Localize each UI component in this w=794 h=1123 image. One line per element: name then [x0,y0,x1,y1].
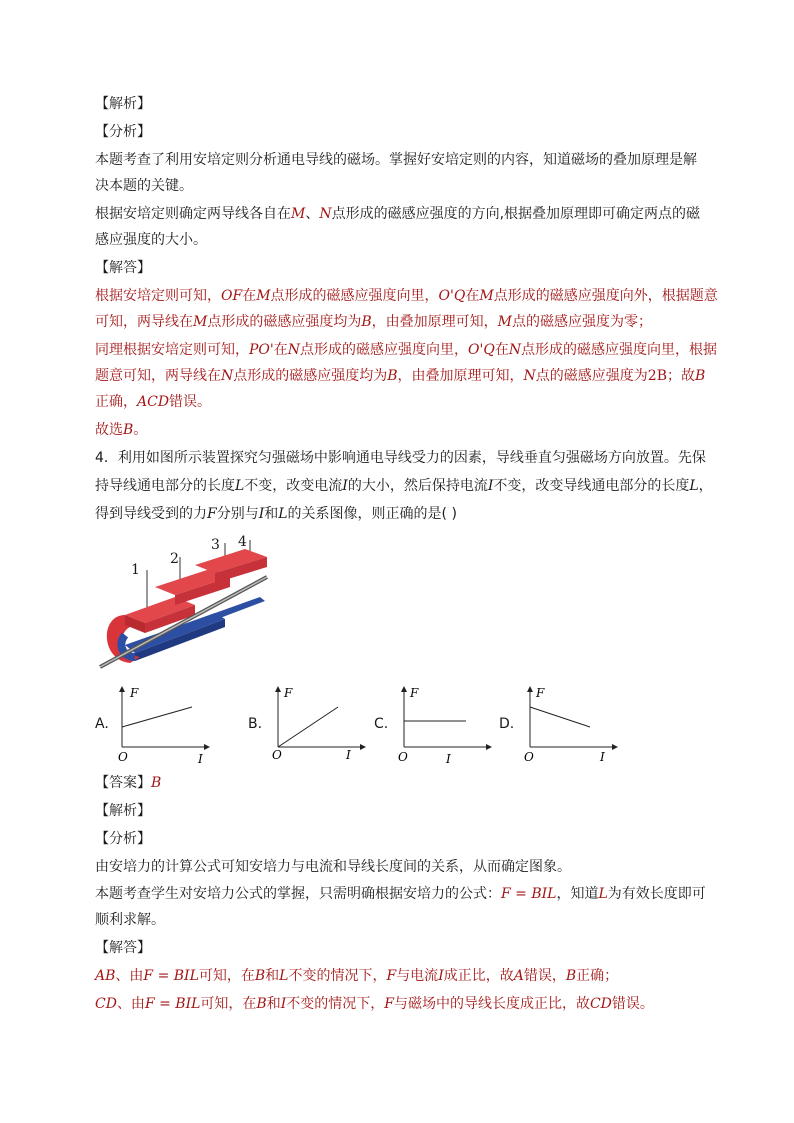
graph-x-label: I [198,752,203,765]
question-4-line: 得到导线受到的力F分别与I和L的关系图像，则正确的是( ) [95,506,457,522]
paragraph-line: 决本题的关键。 [95,178,193,194]
graph-y-label: F [536,686,545,700]
graph-option-a [112,685,212,765]
graph-x-label: I [346,748,351,762]
answer-line: 题意可知，两导线在N点形成的磁感应强度均为B，由叠加原理可知，N点的磁感应强度为2B；故B [95,368,706,384]
option-d-label: D. [499,716,515,732]
choice-line: 故选B。 [95,422,148,438]
question-4-line: 持导线通电部分的长度L不变，改变电流I的大小，然后保持电流I不变，改变导线通电部分的长度L， [95,478,713,494]
graph-x-label: I [446,752,451,765]
answer-heading: 【答案】B [95,775,162,791]
graph-option-d [520,685,620,765]
answer-line: 可知，两导线在M点形成的磁感应强度均为B，由叠加原理可知，M点的磁感应强度为零； [95,314,652,330]
section-heading-analysis: 【解析】 [95,803,151,819]
graph-option-c [394,685,494,765]
option-a-label: A. [95,716,109,732]
figure-label: 1 [131,562,140,578]
paragraph-line: 根据安培定则确定两导线各自在M、N点形成的磁感应强度的方向,根据叠加原理即可确定两点的磁 [95,206,701,222]
option-b-label: B. [248,716,263,732]
figure-label: 3 [211,537,220,553]
option-c-label: C. [374,716,389,732]
graph-option-b [268,685,368,765]
paragraph-line: 感应强度的大小。 [95,232,207,248]
figure-label: 2 [170,551,179,567]
graph-origin: O [118,750,128,764]
section-heading-jieda: 【解答】 [95,260,151,276]
answer-line: 同理根据安培定则可知，PO'在N点形成的磁感应强度向里，O'Q在N点形成的磁感应强度向里，根据 [95,342,718,358]
graph-origin: O [398,750,408,764]
graph-y-label: F [284,686,293,700]
section-heading-fenxi: 【分析】 [95,831,151,847]
solution-line: AB、由F = BIL可知，在B和L不变的情况下，F与电流I成正比，故A错误，B正确； [95,968,619,984]
solution-line: CD、由F = BIL可知，在B和I不变的情况下，F与磁场中的导线长度成正比，故CD错误。 [95,996,654,1012]
graph-x-label: I [600,750,605,764]
answer-line: 根据安培定则可知，OF在M点形成的磁感应强度向里，O'Q在M点形成的磁感应强度向外，根据题意 [95,288,718,304]
figure-label: 4 [238,534,247,550]
paragraph-line: 由安培力的计算公式可知安培力与电流和导线长度间的关系，从而确定图象。 [95,859,571,875]
section-heading-fenxi: 【分析】 [95,124,151,140]
graph-y-label: F [410,686,419,700]
magnet-apparatus-figure [95,535,275,675]
paragraph-line: 本题考查学生对安培力公式的掌握，只需明确根据安培力的公式：F = BIL，知道L为有效长度即可 [95,886,706,902]
section-heading-analysis: 【解析】 [95,96,151,112]
question-4-line: 4．利用如图所示装置探究匀强磁场中影响通电导线受力的因素，导线垂直匀强磁场方向放置。先保 [95,450,706,466]
graph-y-label: F [130,686,139,700]
paragraph-line: 顺利求解。 [95,912,165,928]
section-heading-jieda: 【解答】 [95,940,151,956]
graph-origin: O [272,748,282,762]
graph-origin: O [524,750,534,764]
paragraph-line: 本题考查了利用安培定则分析通电导线的磁场。掌握好安培定则的内容，知道磁场的叠加原理是解 [95,152,697,168]
answer-line: 正确，ACD错误。 [95,394,212,410]
